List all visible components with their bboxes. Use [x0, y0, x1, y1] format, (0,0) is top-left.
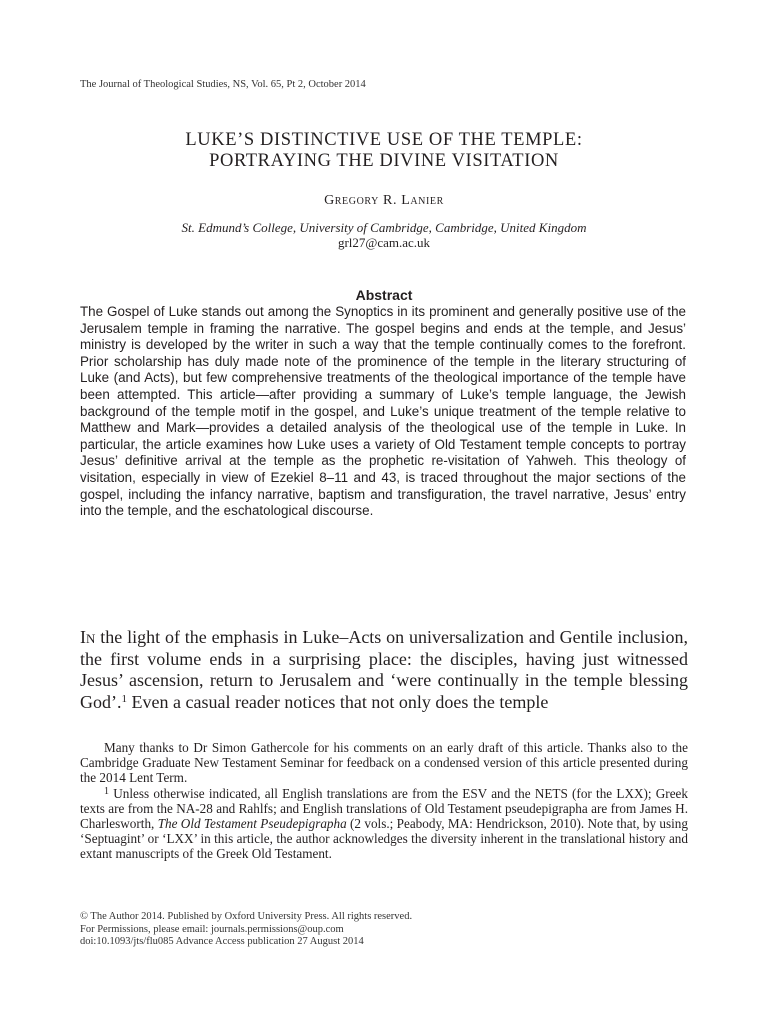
permissions-line: For Permissions, please email: journals.permissions@oup.com [80, 923, 344, 935]
author-email: grl27@cam.ac.uk [337, 235, 431, 250]
footnote-1-text-b: (2 vols.; Peabody, MA: Hendrickson, 2010). Note that, by using ‘Septuagint’ or ‘LXX’ in this article, the author acknowledges the diversity inherent in the translational history and extant manuscripts of the Greek Old Testament. [80, 816, 688, 862]
footnote-1-number: 1 [104, 785, 109, 797]
body-text-part-2: Even a casual reader notices that not only does the temple [127, 691, 549, 712]
footnotes [80, 740, 688, 862]
author-name: Gregory R. Lanier [324, 193, 444, 208]
body-lead-word: In [80, 627, 96, 647]
body-paragraph [80, 627, 688, 713]
footnote-1-text-a: Unless otherwise indicated, all English translations are from the ESV and the NETS (for the LXX); Greek texts are from the NA-28 and Rahlfs; and English translations of Old Testament pseudepigrapha are from James H. Charlesworth, [80, 785, 688, 832]
acknowledgement-note: Many thanks to Dr Simon Gathercole for his comments on an early draft of this article. Thanks also to the Cambridge Graduate New Testament Seminar for feedback on a condensed version of this article presented during the 2014 Lent Term. [80, 740, 688, 786]
running-head: The Journal of Theological Studies, NS, Vol. 65, Pt 2, October 2014 [80, 79, 366, 90]
copyright-block [80, 911, 412, 949]
abstract-heading: Abstract [355, 287, 413, 303]
author-affiliation: St. Edmund’s College, University of Cambridge, Cambridge, United Kingdom [181, 220, 587, 235]
copyright-line: © The Author 2014. Published by Oxford University Press. All rights reserved. [80, 911, 413, 922]
article-title [60, 130, 708, 172]
footnote-reference-1: 1 [121, 692, 127, 705]
doi-line: doi:10.1093/jts/flu085 Advance Access publication 27 August 2014 [80, 936, 364, 947]
title-line-2: PORTRAYING THE DIVINE VISITATION [209, 151, 559, 171]
abstract-text: The Gospel of Luke stands out among the Synoptics in its prominent and generally positive use of the Jerusalem temple in framing the narrative. The gospel begins and ends at the temple, and Jesus’ ministry is developed by the writer in such a way that the temple continually comes to the forefront. Prior scholarship has duly made note of the prominence of the temple in the literary structuring of Luke (and Acts), but few comprehensive treatments of the theological importance of the temple have been attempted. This article—after providing a summary of Luke’s temple language, the Jewish background of the temple motif in the gospel, and Luke’s unique treatment of the temple relative to Matthew and Mark—provides a detailed analysis of the theological use of the temple in Luke. In particular, the article examines how Luke uses a variety of Old Testament temple concepts to portray Jesus’ definitive arrival at the temple as the prophetic re-visitation of Yahweh. This theology of visitation, especially in view of Ezekiel 8–11 and 43, is traced throughout the major sections of the gospel, including the infancy narrative, baptism and transfiguration, the travel narrative, Jesus’ entry into the temple, and the eschatological discourse. [80, 304, 686, 519]
footnote-1 [80, 786, 688, 862]
title-line-1: LUKE’S DISTINCTIVE USE OF THE TEMPLE: [185, 130, 583, 150]
body-text-part-1: the light of the emphasis in Luke–Acts on universalization and Gentile inclusion, the first volume ends in a surprising place: the disciples, having just witnessed Jesus’ ascension, return to Jerusalem and ‘were continually in the temple blessing God’. [80, 627, 688, 712]
footnote-1-book-title: The Old Testament Pseudepigrapha [157, 816, 347, 832]
